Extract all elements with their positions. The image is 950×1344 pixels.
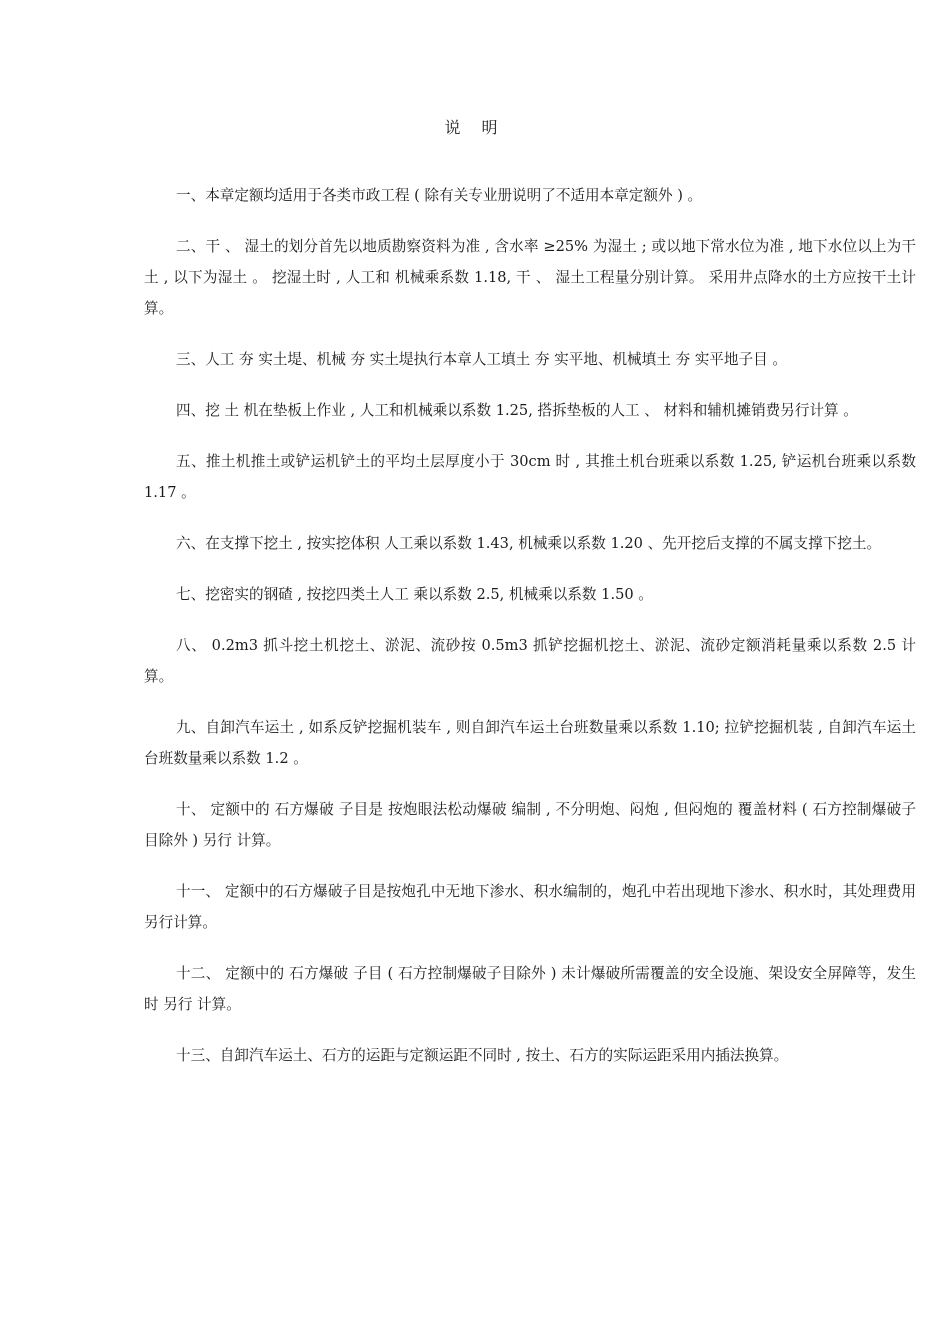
paragraph-5: 五、推土机推土或铲运机铲土的平均土层厚度小于 30cm 时 , 其推土机台班乘以系数 1.25, 铲运机台班乘以系数 1.17 。 xyxy=(144,453,916,501)
paragraph-6: 六、在支撑下挖土 , 按实挖体积 人工乘以系数 1.43, 机械乘以系数 1.20 、先开挖后支撑的不属支撑下挖土。 xyxy=(176,535,882,552)
paragraph-3: 三、人工 夯 实土堤、机械 夯 实土堤执行本章人工填土 夯 实平地、机械填土 夯 实平地子目 。 xyxy=(176,351,787,368)
paragraph-1: 一、本章定额均适用于各类市政工程 ( 除有关专业册说明了不适用本章定额外 ) 。 xyxy=(176,187,703,204)
paragraph-2: 二、干 、 湿土的划分首先以地质勘察资料为准 , 含水率 ≥25% 为湿土 ; 或以地下常水位为准 , 地下水位以上为干土 , 以下为湿土 。 挖湿土时 , 人工和 机械乘系数 1.18, 干 、 湿土工程量分别计算。 采用井点降水的土方应按干土计算。 xyxy=(144,238,916,317)
paragraph-13: 十三、自卸汽车运土、石方的运距与定额运距不同时 , 按土、石方的实际运距采用内插法换算。 xyxy=(176,1047,789,1064)
paragraph-10: 十、 定额中的 石方爆破 子目是 按炮眼法松动爆破 编制 , 不分明炮、闷炮 , 但闷炮的 覆盖材料 ( 石方控制爆破子目除外 ) 另行 计算。 xyxy=(144,801,916,849)
paragraph-9: 九、自卸汽车运土 , 如系反铲挖掘机装车 , 则自卸汽车运土台班数量乘以系数 1.10; 拉铲挖掘机装 , 自卸汽车运土台班数量乘以系数 1.2 。 xyxy=(144,719,916,767)
document-title: 说 明 xyxy=(444,118,506,137)
paragraph-11: 十一、 定额中的石方爆破子目是按炮孔中无地下渗水、积水编制的，炮孔中若出现地下渗水、积水时，其处理费用 另行计算。 xyxy=(144,883,916,931)
paragraph-7: 七、挖密实的钢碴 , 按挖四类土人工 乘以系数 2.5, 机械乘以系数 1.50 。 xyxy=(176,586,653,603)
paragraph-4: 四、挖 土 机在垫板上作业 , 人工和机械乘以系数 1.25, 搭拆垫板的人工 、 材料和辅机摊销费另行计算 。 xyxy=(176,402,858,419)
document-body xyxy=(144,180,916,1091)
paragraph-12: 十二、 定额中的 石方爆破 子目 ( 石方控制爆破子目除外 ) 未计爆破所需覆盖的安全设施、架设安全屏障等，发生时 另行 计算。 xyxy=(144,965,916,1013)
paragraph-8: 八、 0.2m3 抓斗挖土机挖土、淤泥、流砂按 0.5m3 抓铲挖掘机挖土、淤泥、流砂定额消耗量乘以系数 2.5 计算。 xyxy=(144,637,916,685)
